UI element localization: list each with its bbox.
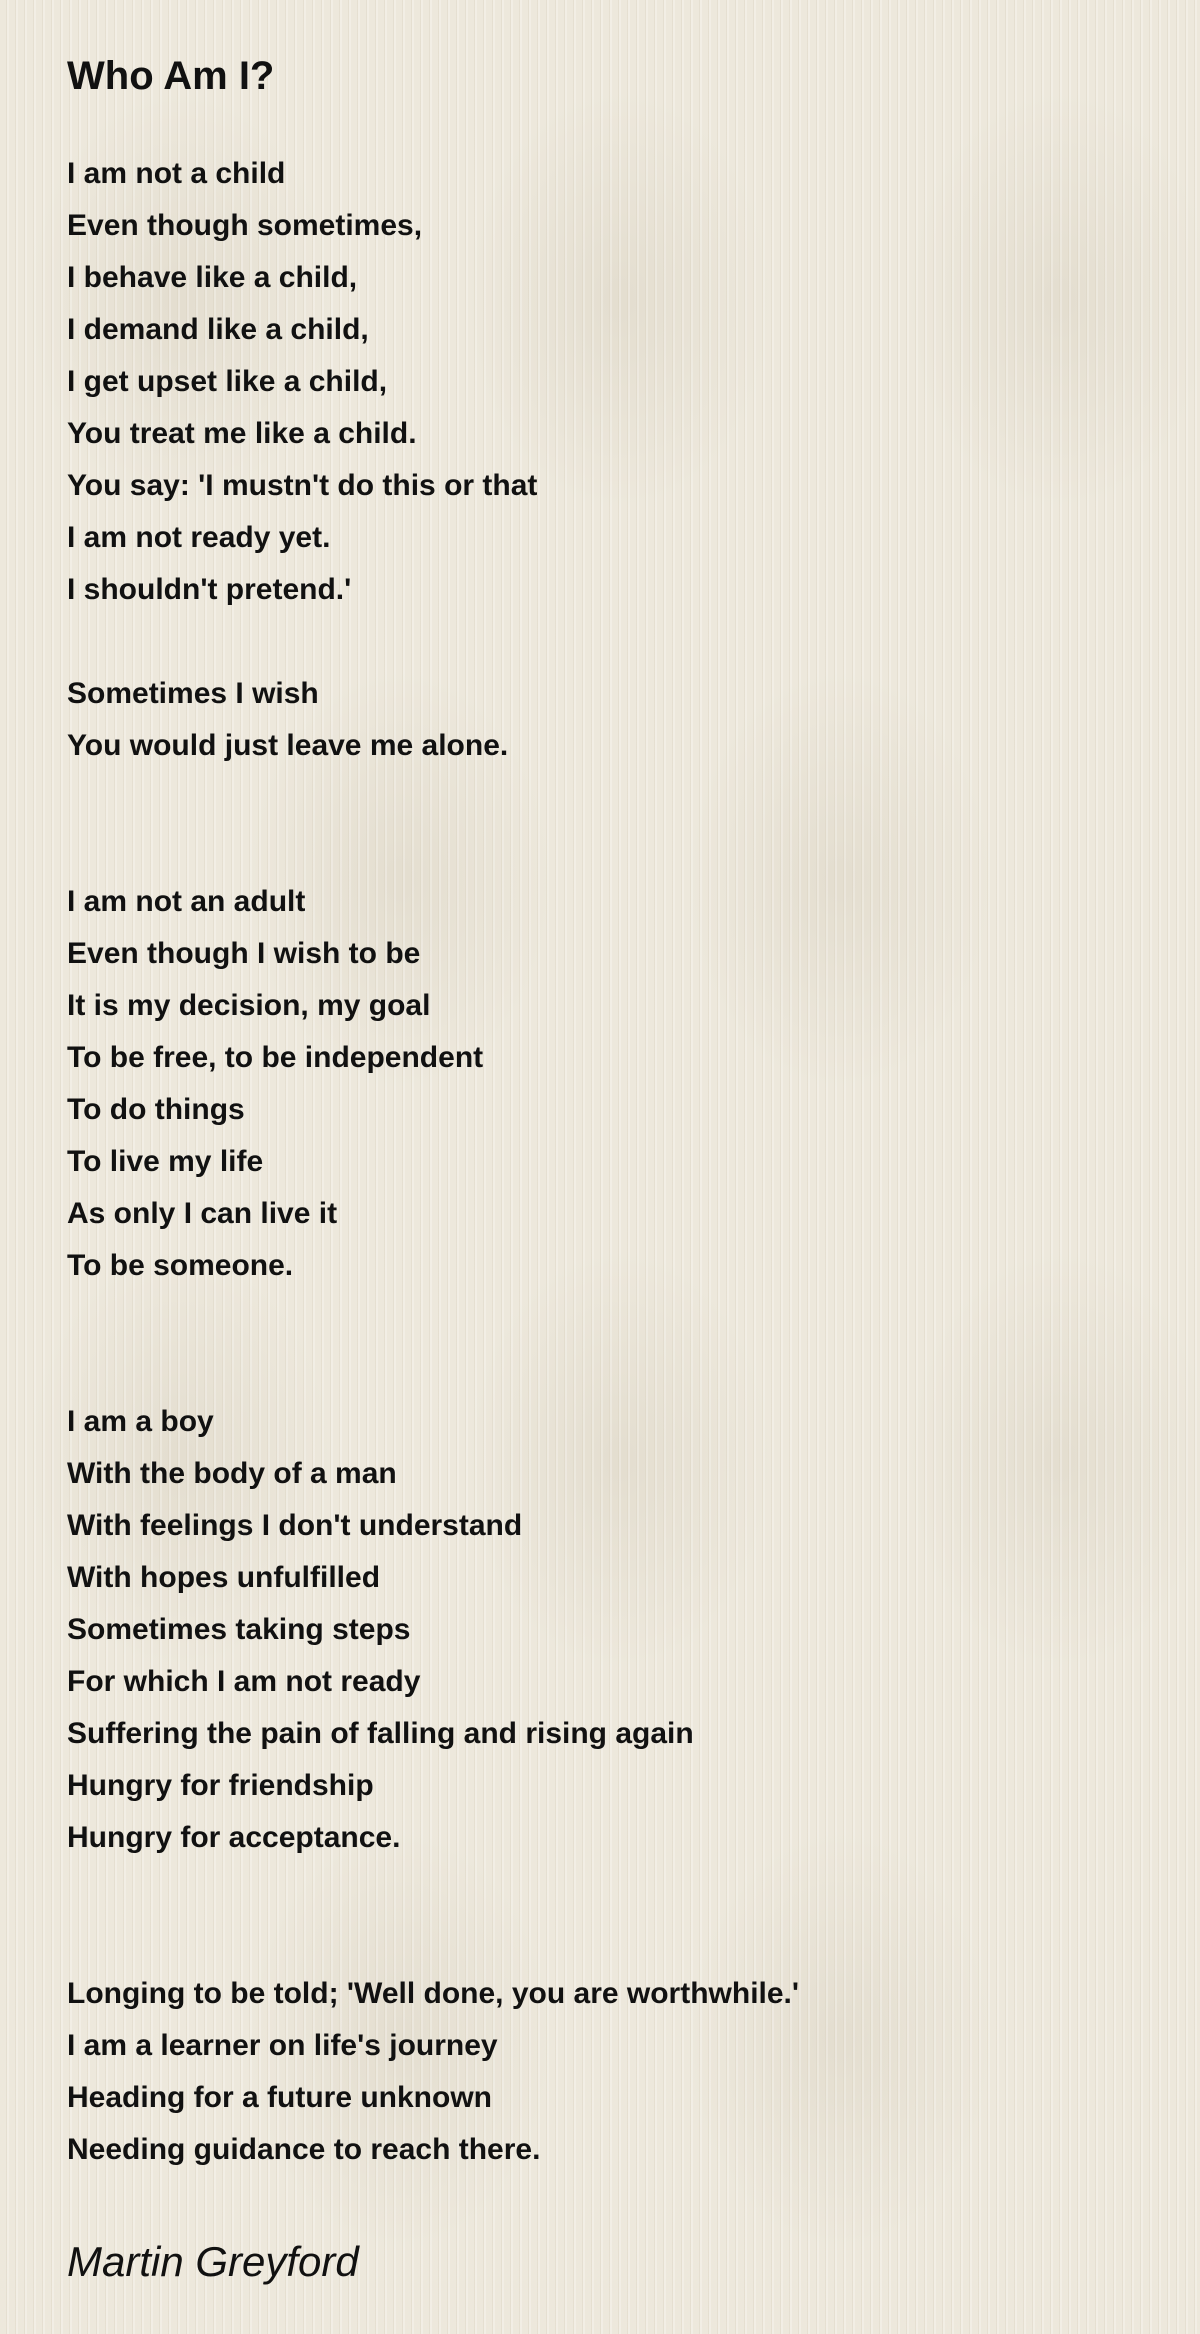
poem-line: With feelings I don't understand <box>67 1509 523 1542</box>
poem-line: I get upset like a child, <box>67 365 388 398</box>
poem-line: Longing to be told; 'Well done, you are worthwhile.' <box>67 1977 800 2010</box>
poem-line: Hungry for friendship <box>67 1769 374 1802</box>
stanza-5 <box>67 1968 1147 2176</box>
poem-line: With hopes unfulfilled <box>67 1561 381 1594</box>
poem-line: As only I can live it <box>67 1197 338 1230</box>
stanza-1 <box>67 148 1147 616</box>
poem-line: Even though sometimes, <box>67 209 423 242</box>
poem-line: For which I am not ready <box>67 1665 421 1698</box>
poem-line: I shouldn't pretend.' <box>67 573 352 606</box>
poem-line: I am not an adult <box>67 885 306 918</box>
poem-line: You would just leave me alone. <box>67 729 509 762</box>
poem-line: I am a learner on life's journey <box>67 2029 498 2062</box>
stanza-3 <box>67 876 1147 1292</box>
poem-line: With the body of a man <box>67 1457 397 1490</box>
poem-line: I am not a child <box>67 157 286 190</box>
poem-line: It is my decision, my goal <box>67 989 431 1022</box>
poem-line: Heading for a future unknown <box>67 2081 492 2114</box>
poem-page <box>67 44 1147 2292</box>
poem-line: Even though I wish to be <box>67 937 421 970</box>
poem-line: I behave like a child, <box>67 261 358 294</box>
poem-author: Martin Greyford <box>67 2238 359 2285</box>
poem-line: To live my life <box>67 1145 264 1178</box>
poem-body <box>67 148 1147 2176</box>
poem-line: To be free, to be independent <box>67 1041 484 1074</box>
poem-line: Suffering the pain of falling and rising again <box>67 1717 694 1750</box>
poem-title: Who Am I? <box>67 54 275 98</box>
poem-line: Hungry for acceptance. <box>67 1821 401 1854</box>
poem-line: You say: 'I mustn't do this or that <box>67 469 538 502</box>
poem-line: I am a boy <box>67 1405 214 1438</box>
poem-line: Needing guidance to reach there. <box>67 2133 541 2166</box>
poem-line: To be someone. <box>67 1249 294 1282</box>
poem-line: I demand like a child, <box>67 313 369 346</box>
poem-line: Sometimes I wish <box>67 677 319 710</box>
stanza-2 <box>67 668 1147 772</box>
stanza-4 <box>67 1396 1147 1864</box>
poem-line: I am not ready yet. <box>67 521 331 554</box>
poem-line: Sometimes taking steps <box>67 1613 411 1646</box>
poem-line: You treat me like a child. <box>67 417 417 450</box>
poem-line: To do things <box>67 1093 245 1126</box>
